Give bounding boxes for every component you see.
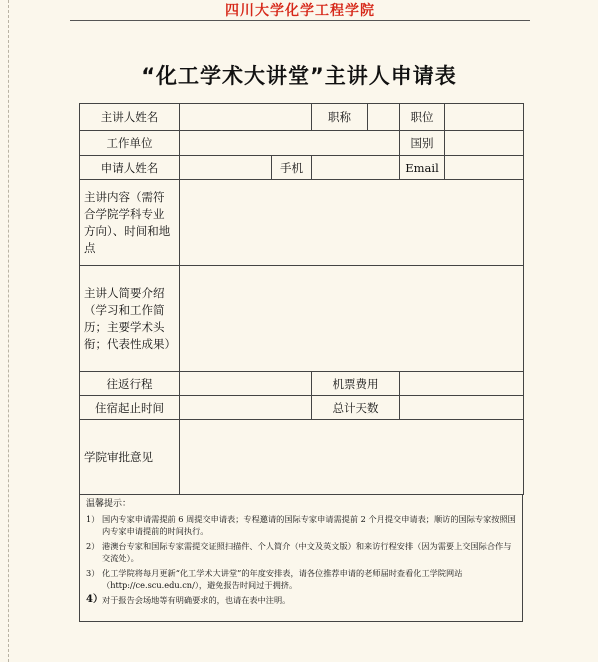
email-field[interactable]	[445, 156, 524, 180]
lecture-content-field[interactable]	[180, 180, 524, 266]
university-name: 四川大学化学工程学院	[225, 3, 375, 19]
table-row	[80, 180, 524, 266]
mobile-field[interactable]	[312, 156, 400, 180]
table-row	[80, 266, 524, 372]
notes-title: 温馨提示：	[86, 499, 132, 509]
country-field[interactable]	[445, 131, 524, 156]
table-row	[80, 156, 524, 180]
speaker-name-field[interactable]	[180, 104, 312, 131]
job-title-label: 职称	[312, 104, 368, 131]
college-opinion-field[interactable]	[180, 420, 524, 495]
speaker-bio-field[interactable]	[180, 266, 524, 372]
itinerary-label: 往返行程	[80, 372, 180, 396]
page-margin-line	[8, 0, 9, 662]
list-item	[86, 567, 516, 592]
applicant-name-label: 申请人姓名	[80, 156, 180, 180]
work-unit-field[interactable]	[180, 131, 400, 156]
email-label: Email	[400, 156, 445, 180]
application-form-table	[79, 103, 524, 495]
total-days-field[interactable]	[400, 396, 524, 420]
ticket-cost-field[interactable]	[400, 372, 524, 396]
itinerary-field[interactable]	[180, 372, 312, 396]
job-title-field[interactable]	[368, 104, 400, 131]
position-field[interactable]	[445, 104, 524, 131]
note-number: 2）	[86, 540, 100, 551]
list-item	[86, 513, 516, 538]
country-label: 国别	[400, 131, 445, 156]
work-unit-label: 工作单位	[80, 131, 180, 156]
lecture-content-label: 主讲内容（需符合学院学科专业方向）、时间和地点	[80, 180, 180, 266]
college-opinion-label: 学院审批意见	[80, 420, 180, 495]
list-item	[86, 594, 516, 607]
note-number: 1）	[86, 513, 100, 524]
note-text: 国内专家申请需提前 6 周提交申请表；专程邀请的国际专家申请需提前 2 个月提交申请表；顺访的国际专家按照国内专家申请提前的时间执行。	[102, 513, 516, 536]
stay-dates-field[interactable]	[180, 396, 312, 420]
note-text: 港澳台专家和国际专家需提交证照扫描件、个人简介（中文及英文版）和来访行程安排（因为需要上交国际合作与交流处）。	[102, 540, 512, 563]
table-row	[80, 396, 524, 420]
note-text: 对于报告会场地等有明确要求的，也请在表中注明。	[102, 594, 291, 605]
note-number: 4）	[86, 593, 103, 605]
note-number: 3）	[86, 567, 100, 578]
notes-section	[79, 494, 523, 622]
table-row	[80, 104, 524, 131]
page-header	[70, 0, 530, 21]
stay-dates-label: 住宿起止时间	[80, 396, 180, 420]
total-days-label: 总计天数	[312, 396, 400, 420]
list-item	[86, 540, 516, 565]
note-text: 化工学院将每月更新“化工学术大讲堂”的年度安排表，请各位推荐申请的老师届时查看化工学院网站（http://ce.scu.edu.cn/），避免报告时间过于拥挤。	[102, 567, 463, 590]
table-row	[80, 372, 524, 396]
table-row	[80, 131, 524, 156]
mobile-label: 手机	[272, 156, 312, 180]
ticket-cost-label: 机票费用	[312, 372, 400, 396]
speaker-bio-label: 主讲人简要介绍（学习和工作简历；主要学术头衔；代表性成果）	[80, 266, 180, 372]
page-title: “化工学术大讲堂”主讲人申请表	[141, 64, 457, 88]
speaker-name-label: 主讲人姓名	[80, 104, 180, 131]
table-row	[80, 420, 524, 495]
applicant-name-field[interactable]	[180, 156, 272, 180]
position-label: 职位	[400, 104, 445, 131]
